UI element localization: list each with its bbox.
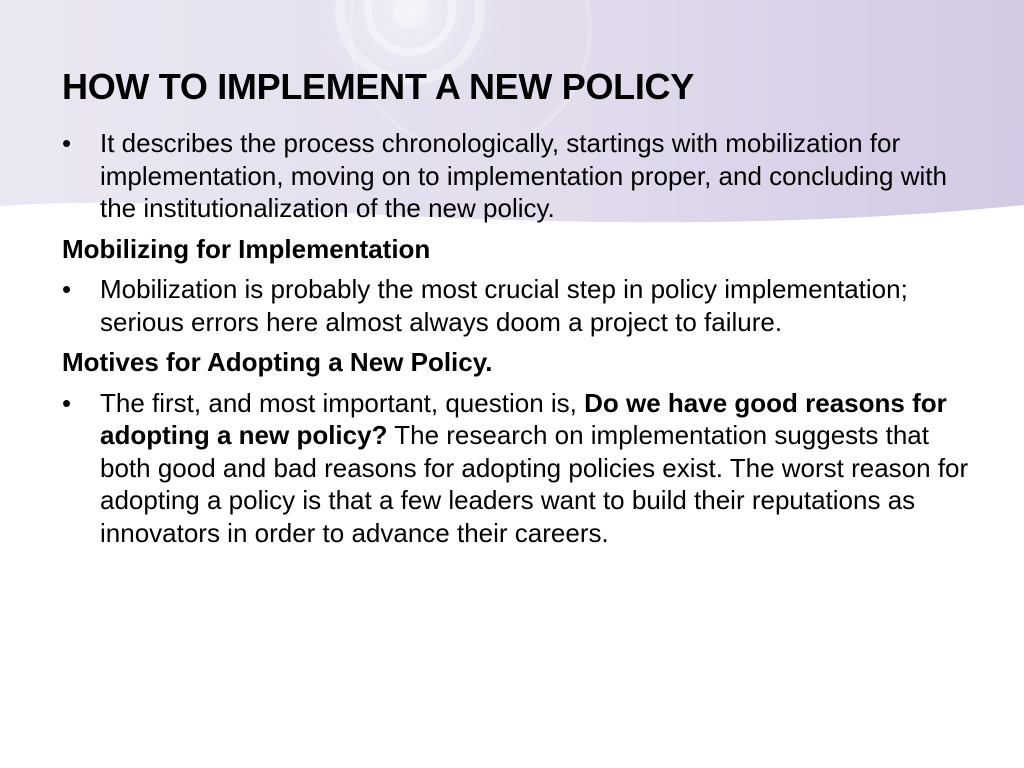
bullet-text-part: The first, and most important, question is, (100, 387, 577, 418)
bullet-text-part: The research on implementation suggests that both good and bad reasons for adopting policies exist. The worst reason for adopting a policy is that a few leaders want to build their reputations as innovators in order to advance their careers. (100, 420, 969, 548)
bullet-item (62, 273, 972, 338)
slide-body (62, 127, 972, 557)
section-heading: Motives for Adopting a New Policy. (62, 347, 493, 377)
bullet-icon: • (62, 128, 72, 158)
bullet-text: Mobilization is probably the most crucial step in policy implementation; serious errors here almost always doom a project to failure. (100, 274, 908, 337)
bullet-text: It describes the process chronologically, startings with mobilization for implementation, moving on to implementation proper, and concluding with the institutionalization of the new policy. (100, 128, 947, 223)
slide-title: HOW TO IMPLEMENT A NEW POLICY (62, 66, 694, 107)
bullet-item (62, 387, 972, 550)
bullet-icon: • (62, 274, 72, 304)
bullet-item (62, 127, 972, 225)
section-heading: Mobilizing for Implementation (62, 233, 431, 264)
bullet-emphasis: Do we have good reasons for adopting a new policy? (100, 387, 947, 450)
bullet-icon: • (62, 387, 72, 418)
